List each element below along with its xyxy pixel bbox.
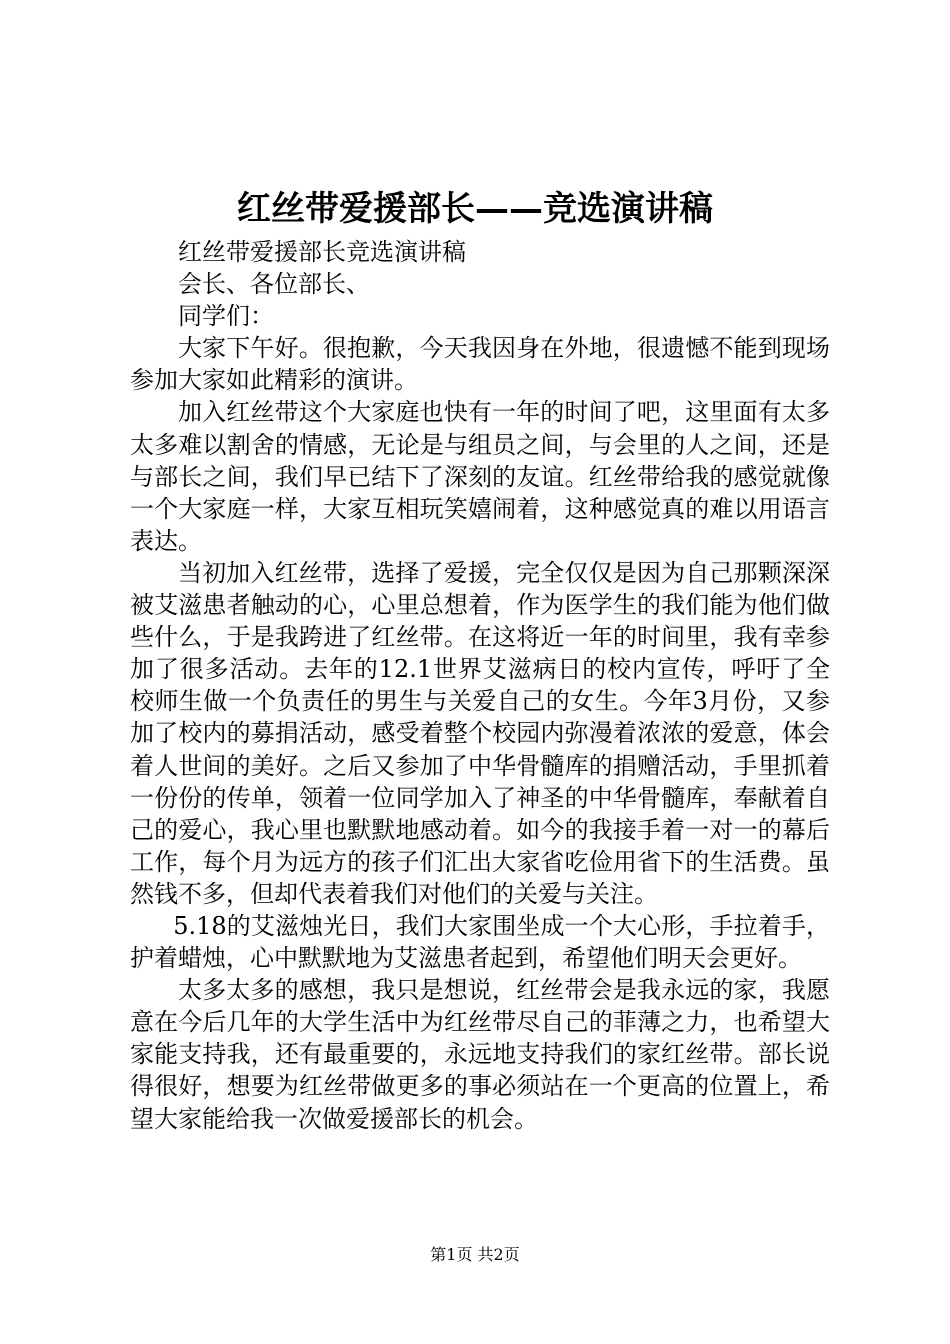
body-paragraph: 大家下午好。很抱歉，今天我因身在外地，很遗憾不能到现场参加大家如此精彩的演讲。 (130, 334, 830, 395)
body-paragraph: 太多太多的感想，我只是想说，红丝带会是我永远的家，我愿意在今后几年的大学生活中为红丝带尽自己的菲薄之力，也希望大家能支持我，还有最重要的，永远地支持我们的家红丝带。部长说得很好，想要为红丝带做更多的事必须站在一个更高的位置上，希望大家能给我一次做爱援部长的机会。 (130, 976, 830, 1133)
body-paragraph: 当初加入红丝带，选择了爱援，完全仅仅是因为自己那颗深深被艾滋患者触动的心，心里总想着，作为医学生的我们能为他们做些什么，于是我跨进了红丝带。在这将近一年的时间里，我有幸参加了很多活动。去年的12.1世界艾滋病日的校内宣传，呼吁了全校师生做一个负责任的男生与关爱自己的女生。今年3月份，又参加了校内的募捐活动，感受着整个校园内弥漫着浓浓的爱意，体会着人世间的美好。之后又参加了中华骨髓库的捐赠活动，手里抓着一份份的传单，领着一位同学加入了神圣的中华骨髓库，奉献着自己的爱心，我心里也默默地感动着。如今的我接手着一对一的幕后工作，每个月为远方的孩子们汇出大家省吃俭用省下的生活费。虽然钱不多，但却代表着我们对他们的关爱与关注。 (130, 558, 830, 908)
page-title: 红丝带爱援部长——竞选演讲稿 (237, 189, 713, 229)
body-paragraph: 5.18的艾滋烛光日，我们大家围坐成一个大心形，手拉着手，护着蜡烛，心中默默地为艾滋患者起到，希望他们明天会更好。 (130, 911, 830, 973)
page-number: 第1页 共2页 (430, 1245, 520, 1264)
document-body (130, 236, 830, 1135)
body-paragraph: 加入红丝带这个大家庭也快有一年的时间了吧，这里面有太多太多难以割舍的情感，无论是与组员之间，与会里的人之间，还是与部长之间，我们早已结下了深刻的友谊。红丝带给我的感觉就像一个大家庭一样，大家互相玩笑嬉闹着，这种感觉真的难以用语言表达。 (130, 398, 830, 555)
subtitle-paragraph: 红丝带爱援部长竞选演讲稿 (178, 238, 466, 266)
salutation-line: 同学们： (178, 302, 274, 331)
salutation-line: 会长、各位部长、 (178, 270, 370, 299)
